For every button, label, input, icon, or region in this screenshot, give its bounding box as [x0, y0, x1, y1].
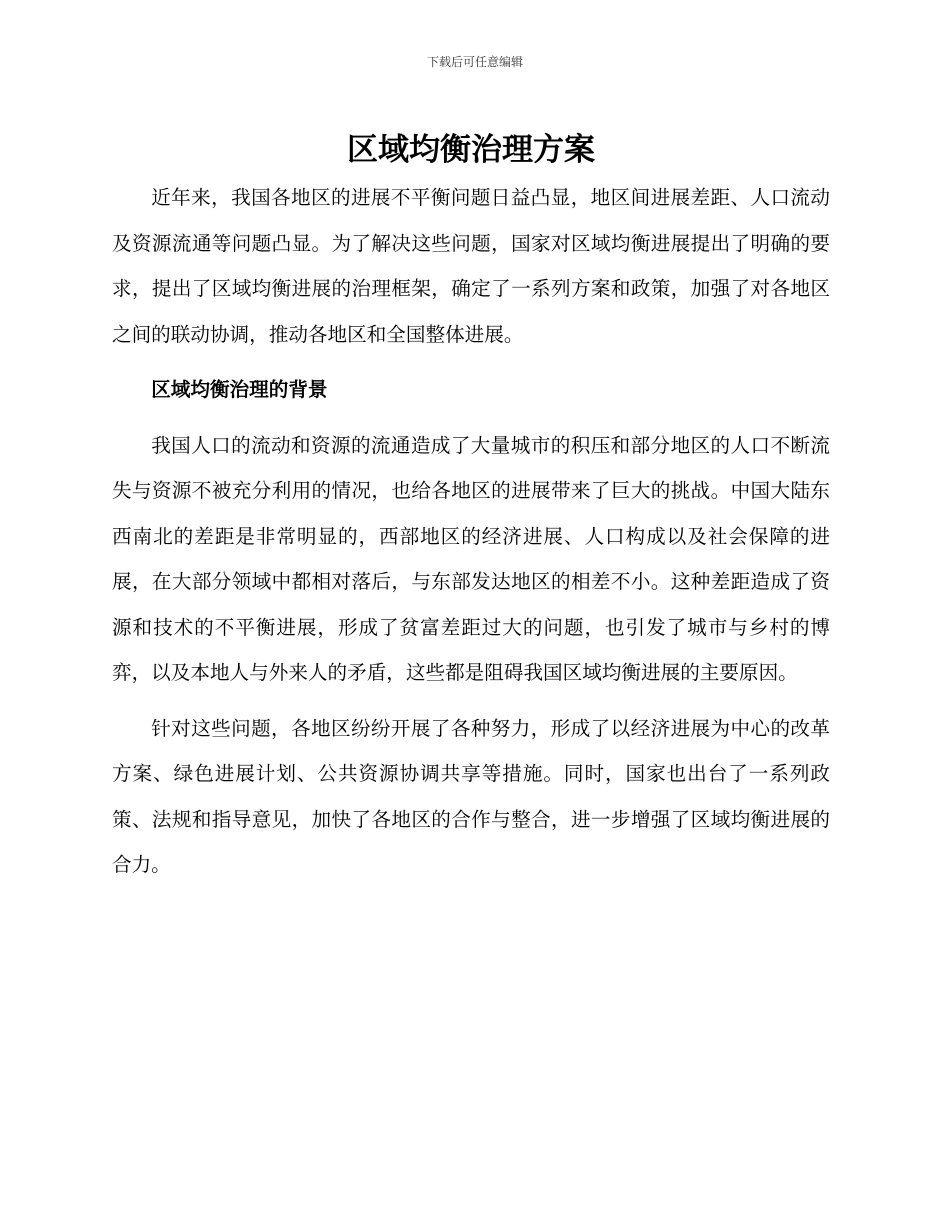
header-note: 下载后可任意编辑: [426, 55, 523, 69]
paragraph-background: 我国人口的流动和资源的流通造成了大量城市的积压和部分地区的人口不断流失与资源不被充分利用的情况，也给各地区的进展带来了巨大的挑战。中国大陆东西南北的差距是非常明显的，西部地区的经济进展、人口构成以及社会保障的进展，在大部分领域中都相对落后，与东部发达地区的相差不小。这种差距造成了资源和技术的不平衡进展，形成了贫富差距过大的问题，也引发了城市与乡村的博弈，以及本地人与外来人的矛盾，这些都是阻碍我国区域均衡进展的主要原因。: [112, 433, 830, 684]
section-heading-background: 区域均衡治理的背景: [151, 378, 328, 401]
document-title: 区域均衡治理方案: [347, 132, 595, 168]
paragraph-intro: 近年来，我国各地区的进展不平衡问题日益凸显，地区间进展差距、人口流动及资源流通等问题凸显。为了解决这些问题，国家对区域均衡进展提出了明确的要求，提出了区域均衡进展的治理框架，确定了一系列方案和政策，加强了对各地区之间的联动协调，推动各地区和全国整体进展。: [112, 186, 830, 346]
document-body: [112, 128, 830, 888]
paragraph-measures: 针对这些问题，各地区纷纷开展了各种努力，形成了以经济进展为中心的改革方案、绿色进展计划、公共资源协调共享等措施。同时，国家也出台了一系列政策、法规和指导意见，加快了各地区的合作与整合，进一步增强了区域均衡进展的合力。: [112, 716, 830, 876]
